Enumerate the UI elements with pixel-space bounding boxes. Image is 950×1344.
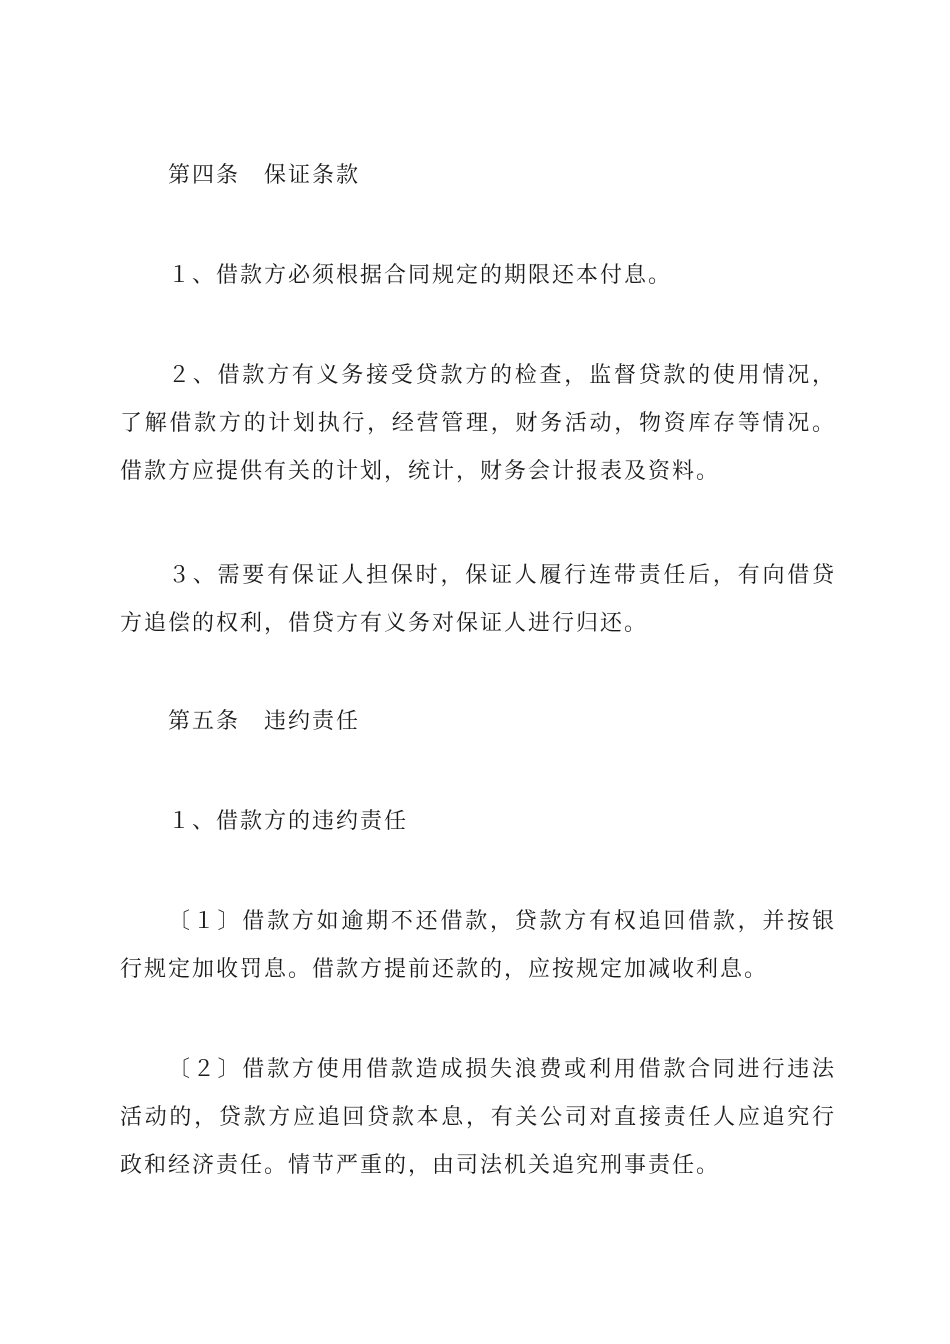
article-5-clause-1-item-1: 〔１〕借款方如逾期不还借款，贷款方有权追回借款，并按银行规定加收罚息。借款方提前还款的，应按规定加减收利息。 — [120, 909, 836, 982]
article-4-clause-2: ２、借款方有义务接受贷款方的检查，监督贷款的使用情况，了解借款方的计划执行，经营管理，财务活动，物资库存等情况。借款方应提供有关的计划，统计，财务会计报表及资料。 — [120, 363, 836, 484]
article-5-clause-1-item-2: 〔２〕借款方使用借款造成损失浪费或利用借款合同进行违法活动的，贷款方应追回贷款本息，有关公司对直接责任人应追究行政和经济责任。情节严重的，由司法机关追究刑事责任。 — [120, 1057, 836, 1178]
article-5-clause-1: １、借款方的违约责任 — [168, 809, 409, 834]
article-4-clause-1: １、借款方必须根据合同规定的期限还本付息。 — [168, 263, 673, 288]
article-5-heading: 第五条 违约责任 — [168, 709, 361, 734]
article-4-heading: 第四条 保证条款 — [168, 163, 361, 188]
article-4-clause-3: ３、需要有保证人担保时，保证人履行连带责任后，有向借贷方追偿的权利，借贷方有义务对保证人进行归还。 — [120, 563, 836, 636]
